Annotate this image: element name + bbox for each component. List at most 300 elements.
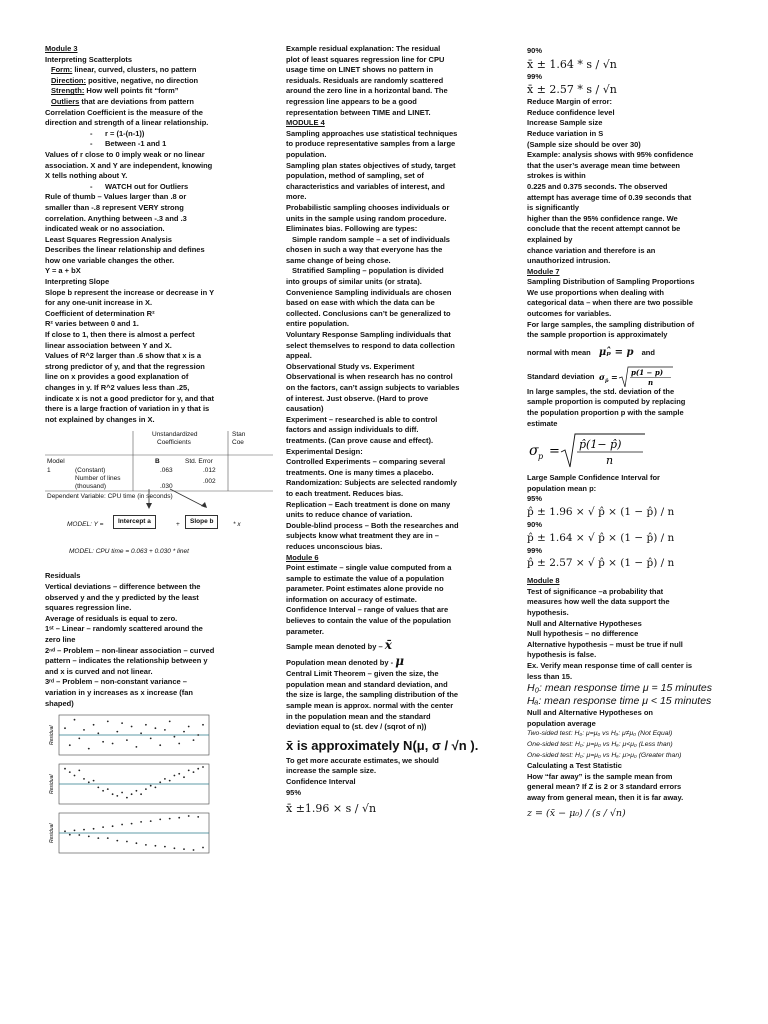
- pattern-2-line-a: 2ⁿᵈ – Problem – non-linear association – curved: [45, 645, 215, 655]
- sampling-line-37: units to reduce chance of variation.: [286, 510, 413, 520]
- strength-term: Strength:: [51, 86, 85, 96]
- residual-point: [112, 743, 114, 745]
- b-header: B: [155, 458, 160, 466]
- residual-point: [155, 727, 157, 729]
- residual-point: [164, 846, 166, 848]
- sampling-line-32: Controlled Experiments – comparing several: [286, 457, 446, 467]
- plot-y-label: Residual: [49, 774, 55, 795]
- residuals-line-3: squares regression line.: [45, 603, 132, 613]
- pattern-3-line-b: variation in y increases as x increase (fan: [45, 687, 193, 697]
- estimate-line-5: Confidence Interval – range of values that are: [286, 605, 449, 615]
- sampling-line-1: Sampling approaches use statistical techniques: [286, 128, 458, 138]
- residual-point: [97, 837, 99, 839]
- margin-heading: Reduce Margin of error:: [527, 97, 613, 107]
- residual-point: [193, 771, 195, 773]
- pop-avg-line-2: population average: [527, 718, 596, 728]
- mean-formula: μₚ̂ = p: [598, 346, 634, 358]
- sampling-line-7: more.: [286, 192, 307, 202]
- residual-point: [88, 748, 90, 750]
- residual-point: [174, 847, 176, 849]
- ci-90-formula: x̄ ± 1.64 * s / √n: [527, 57, 617, 71]
- residual-point: [169, 780, 171, 782]
- residual-point: [140, 793, 142, 795]
- example-line-1: Example residual explanation: The residual: [286, 44, 441, 53]
- model-header: Model: [47, 458, 65, 466]
- residual-point: [188, 770, 190, 772]
- sampling-line-21: select themselves to respond to data collection: [286, 340, 455, 350]
- sampling-line-36: Replication – Each treatment is done on many: [286, 499, 451, 509]
- ci-90-label: 90%: [527, 46, 543, 55]
- slope-box: Slope b: [185, 515, 218, 529]
- constant-label: (Constant): [75, 467, 106, 475]
- sampling-line-29: factors and assign individuals to diff.: [286, 425, 419, 435]
- clt-line-6: deviation equal to (st. dev / (sqrot of n)): [286, 722, 427, 732]
- sampling-line-26: of interest. Just observe. (Hard to prove: [286, 393, 429, 403]
- sampling-line-38: Double-blind process – Both the researches and: [286, 520, 459, 530]
- plus-sign: +: [176, 521, 180, 529]
- std-dev-line: Standard deviation σ p̂ = p(1 − p) n: [527, 365, 727, 387]
- test-stat-line-3: away from general mean, then it is far away.: [527, 792, 684, 802]
- cod-line-4: Values of R^2 larger than .6 show that x is a: [45, 351, 202, 361]
- clt-line-5: in the population mean and the standard: [286, 711, 431, 721]
- sampling-line-10: Eliminates bias. Following are types:: [286, 224, 418, 234]
- sampling-line-24: Observational is when research has no control: [286, 372, 453, 382]
- example-line-2: plot of least squares regression line for CPU: [286, 54, 445, 64]
- sampling-line-40: reduces unconscious bias.: [286, 541, 383, 551]
- sampling-line-31: Experimental Design:: [286, 446, 363, 456]
- coefficients-label-2: Coe: [232, 439, 244, 447]
- normal-mean-line: normal with mean μₚ̂ = p and: [527, 346, 655, 358]
- clt-line-2: population mean and standard deviation, and: [286, 679, 448, 689]
- sig-line-9: less than 15.: [527, 671, 573, 681]
- residual-point: [136, 842, 138, 844]
- svg-text:p̂: p̂: [604, 377, 609, 384]
- residual-point: [155, 845, 157, 847]
- residual-point: [78, 834, 80, 836]
- r-formula: - r = (1-(n-1)): [90, 128, 145, 138]
- residual-point: [64, 768, 66, 770]
- residual-point: [93, 828, 95, 830]
- cpu-model-equation: MODEL: CPU time = 0.063 + 0.030 * linet: [69, 548, 189, 556]
- margin-line-4: (Sample size should be over 30): [527, 139, 641, 149]
- residual-point: [107, 837, 109, 839]
- residual-point: [64, 830, 66, 832]
- sampling-line-8: Probabilistic sampling chooses individuals or: [286, 202, 450, 212]
- module-7-heading: Module 7: [527, 266, 560, 276]
- residual-point: [121, 824, 123, 826]
- residual-point: [83, 729, 85, 731]
- residual-point: [116, 840, 118, 842]
- residual-point: [174, 736, 176, 738]
- residual-point: [202, 766, 204, 768]
- svg-text:p(1 − p): p(1 − p): [630, 367, 663, 377]
- std-error-header: Std. Error: [185, 458, 213, 466]
- residual-point: [202, 847, 204, 849]
- pattern-3-line-a: 3ʳᵈ – Problem – non-constant variance –: [45, 677, 187, 687]
- residual-point: [155, 787, 157, 789]
- residual-point: [126, 841, 128, 843]
- sample-std-dev-formula: [527, 431, 647, 471]
- sig-line-6: Alternative hypothesis – must be true if null: [527, 639, 683, 649]
- example-c3-line-10: chance variation and therefore is an: [527, 245, 656, 255]
- residual-point: [183, 731, 185, 733]
- residual-point: [140, 821, 142, 823]
- sampling-line-15: into groups of similar units (or strata).: [286, 277, 422, 287]
- residual-point: [193, 739, 195, 741]
- prop-line-2: We use proportions when dealing with: [527, 287, 664, 297]
- residual-point: [93, 780, 95, 782]
- residual-point: [183, 776, 185, 778]
- svg-text:p̂(1− p̂): p̂(1− p̂): [579, 438, 622, 452]
- ci-95-label: 95%: [286, 787, 302, 797]
- lsr-line-2: how one variable changes the other.: [45, 255, 175, 265]
- residual-point: [112, 793, 114, 795]
- column-2: [286, 44, 512, 816]
- residual-point: [116, 795, 118, 797]
- sampling-line-35: to each treatment. Reduces bias.: [286, 488, 404, 498]
- residual-point: [64, 727, 66, 729]
- estimate-line-1: Point estimate – single value computed from a: [286, 563, 452, 573]
- residual-point: [140, 732, 142, 734]
- residual-point: [178, 743, 180, 745]
- ci-heading: Confidence Interval: [286, 777, 356, 786]
- residual-point: [188, 815, 190, 817]
- accuracy-line-1: To get more accurate estimates, we should: [286, 755, 439, 765]
- example-c3-line-7: higher than the 95% confidence range. We: [527, 213, 678, 223]
- residual-point: [74, 830, 76, 832]
- row-1-number: 1: [47, 467, 51, 475]
- example-c3-line-6: is significantly: [527, 203, 580, 213]
- sampling-line-16: Convenience Sampling individuals are chosen: [286, 287, 452, 297]
- residual-point: [88, 836, 90, 838]
- residuals-line-4: Average of residuals is equal to zero.: [45, 613, 178, 623]
- margin-line-1: Reduce confidence level: [527, 107, 615, 117]
- residual-point: [102, 790, 104, 792]
- residual-point: [131, 823, 133, 825]
- residual-point: [164, 778, 166, 780]
- between-bullet: - Between -1 and 1: [90, 139, 167, 149]
- sampling-line-19: entire population.: [286, 319, 349, 329]
- sampling-line-33: treatments. One is many times a placebo.: [286, 467, 434, 477]
- sampling-line-20: Voluntary Response Sampling individuals that: [286, 330, 451, 340]
- residual-point: [131, 793, 133, 795]
- pci-95-label: 95%: [527, 494, 543, 504]
- residual-point: [178, 817, 180, 819]
- alt-hypothesis: Hₐ: mean response time μ < 15 minutes: [527, 695, 712, 708]
- rule-line-1: Rule of thumb – Values larger than .8 or: [45, 192, 187, 202]
- residual-point: [107, 721, 109, 723]
- residual-point: [145, 724, 147, 726]
- clt-line-3: the size is large, the sampling distribution of the: [286, 690, 459, 700]
- cod-line-7: changes in y. If R^2 values less than .25,: [45, 383, 190, 392]
- residual-point: [136, 790, 138, 792]
- lines-label-1: Number of lines: [75, 475, 121, 483]
- form-desc: linear, curved, clusters, no pattern: [72, 65, 197, 75]
- residual-point: [102, 826, 104, 828]
- residual-point: [145, 788, 147, 790]
- example-c3-line-1: Example: analysis shows with 95% confidence: [527, 150, 694, 160]
- scatterplot-heading: Interpreting Scatterplots: [45, 54, 133, 64]
- example-line-7: representation between TIME and LINET.: [286, 107, 431, 117]
- example-c3-line-2: that the user’s average mean time between: [527, 160, 680, 170]
- residual-point: [121, 792, 123, 794]
- lsci-heading-1: Large Sample Confidence Interval for: [527, 473, 660, 483]
- sampling-line-11: Simple random sample – a set of individuals: [292, 234, 450, 244]
- rule-line-4: indicated weak or no association.: [45, 224, 165, 234]
- pci-95-formula: p̂ ± 1.96 × √ p̂ × (1 − p̂) / n: [527, 506, 675, 518]
- pattern-1-line-b: zero line: [45, 634, 76, 644]
- sampling-line-22: appeal.: [286, 351, 312, 361]
- estimate-line-3: parameter. Point estimates alone provide no: [286, 584, 444, 594]
- prop-line-4: outcomes for variables.: [527, 309, 612, 319]
- outliers-term: Outliers: [51, 96, 80, 106]
- residual-point: [131, 726, 133, 728]
- large-sample-line-1: In large samples, the std. deviation of the: [527, 386, 675, 396]
- residuals-line-2: observed y and the y predicted by the least: [45, 592, 199, 602]
- module-8-heading: Module 8: [527, 576, 560, 586]
- residuals-line-1: Vertical deviations – difference between the: [45, 581, 201, 591]
- example-c3-line-8: conclude that the recent attempt cannot be: [527, 224, 681, 234]
- intercept-box: Intercept a: [113, 515, 156, 529]
- sig-line-8: Ex. Verify mean response time of call center is: [527, 660, 693, 670]
- values-line-1: Values of r close to 0 imply weak or no linear: [45, 149, 205, 159]
- example-c3-line-4: 0.225 and 0.375 seconds. The observed: [527, 181, 668, 191]
- example-c3-line-11: unauthorized intrusion.: [527, 256, 611, 266]
- clt-formula: x̄ is approximately N(μ, σ / √n ).: [286, 737, 479, 753]
- sampling-line-34: Randomization: Subjects are selected randomly: [286, 478, 457, 488]
- sampling-line-39: subjects know what treatment they are in –: [286, 531, 439, 541]
- sampling-line-3: population.: [286, 149, 327, 159]
- svg-text:=: =: [610, 371, 618, 382]
- cod-line-8: indicate x is not a good predictor for y, and that: [45, 393, 215, 403]
- cod-line-5: strong predictor of y, and that the regression: [45, 361, 205, 371]
- sampling-line-18: collected. Conclusions can’t be generalized to: [286, 308, 451, 318]
- constant-se: .012: [203, 467, 216, 475]
- regression-equation: Y = a + bX: [45, 266, 81, 276]
- rule-line-2: smaller than -.8 represent VERY strong: [45, 202, 184, 212]
- svg-text:σ: σ: [598, 371, 605, 382]
- residual-point: [74, 719, 76, 721]
- residual-plot-curved: [45, 761, 213, 807]
- watch-bullet: - WATCH out for Outliers: [90, 181, 189, 191]
- residual-plot-fan: [45, 810, 213, 856]
- example-c3-line-5: attempt has average time of 0.39 seconds that: [527, 192, 692, 202]
- lines-label-2: (thousand): [75, 483, 107, 491]
- residual-point: [78, 738, 80, 740]
- std-dev-formula: [597, 365, 675, 387]
- column-3: [527, 46, 727, 821]
- residual-point: [197, 734, 199, 736]
- svg-text:n: n: [606, 454, 614, 468]
- cod-line-10: not explained by changes in X.: [45, 414, 155, 424]
- sampling-line-14: Stratified Sampling – population is divided: [292, 266, 444, 276]
- sampling-line-12: chosen in such a way that everyone has the: [286, 245, 443, 255]
- test-stat-line-1: How “far away” is the sample mean from: [527, 771, 673, 781]
- rule-line-3: correlation. Anything between -.3 and .3: [45, 213, 187, 223]
- prop-line-3: categorical data – when there are two possible: [527, 298, 693, 308]
- accuracy-line-2: increase the sample size.: [286, 766, 377, 776]
- lines-se: .002: [203, 478, 216, 486]
- unstandardized-label: Unstandardized: [152, 431, 198, 439]
- model-label: MODEL: Y =: [67, 521, 104, 529]
- residual-point: [183, 848, 185, 850]
- large-sample-line-2: sample proportion is computed by replacing: [527, 397, 686, 407]
- residual-point: [102, 741, 104, 743]
- cod-heading: Coefficient of determination R²: [45, 308, 155, 318]
- clt-line-1: Central Limit Theorem – given the size, the: [286, 669, 439, 679]
- residual-point: [78, 770, 80, 772]
- example-c3-line-3: strokes is within: [527, 171, 586, 181]
- pci-90-label: 90%: [527, 520, 543, 529]
- pci-90-formula: p̂ ± 1.64 × √ p̂ × (1 − p̂) / n: [527, 531, 675, 544]
- svg-text:n: n: [647, 377, 653, 387]
- test-stat-heading: Calculating a Test Statistic: [527, 761, 622, 771]
- residual-point: [97, 787, 99, 789]
- ci-95-formula: x̄ ±1.96 × s / √n: [286, 802, 377, 816]
- mu-symbol: μ: [395, 654, 404, 669]
- residual-point: [88, 781, 90, 783]
- cod-line-2: If close to 1, then there is almost a perfect: [45, 330, 195, 340]
- direction-term: Direction:: [51, 75, 87, 85]
- lines-b: .030: [160, 483, 173, 491]
- residual-point: [83, 829, 85, 831]
- pci-99-label: 99%: [527, 545, 543, 555]
- dependent-variable-note: Dependent Variable: CPU time (in seconds): [47, 493, 173, 501]
- z-formula: z = (x̄ − μ₀) / (s / √n): [527, 808, 626, 820]
- slope-heading: Interpreting Slope: [45, 277, 110, 287]
- lsci-heading-2: population mean p:: [527, 483, 597, 493]
- prop-line-6: the sample proportion is approximately: [527, 330, 668, 340]
- cod-line-9: there is a large fraction of variation in y that is: [45, 404, 210, 414]
- residual-point: [159, 744, 161, 746]
- sampling-line-9: units in the sample using random procedure.: [286, 213, 447, 223]
- values-line-2: association. X and Y are independent, knowing: [45, 160, 213, 170]
- pattern-2-line-c: and x is curved and not linear.: [45, 666, 153, 676]
- residual-point: [174, 775, 176, 777]
- residuals-heading: Residuals: [45, 571, 81, 581]
- large-sample-line-3: the population proportion p with the sample: [527, 408, 684, 418]
- svg-text:=: =: [549, 444, 560, 460]
- constant-b: .063: [160, 467, 173, 475]
- module-4-heading: MODULE 4: [286, 118, 325, 128]
- example-line-5: around the zero line in a horizontal band. The: [286, 86, 448, 96]
- ci-99-formula: x̄ ± 2.57 * s / √n: [527, 83, 617, 97]
- residual-point: [97, 732, 99, 734]
- sig-line-2: measures how well the data support the: [527, 597, 670, 607]
- estimate-line-7: parameter.: [286, 626, 324, 636]
- sampling-line-13: same change of being chose.: [286, 255, 391, 265]
- null-hypothesis: H₀: mean response time μ = 15 minutes: [527, 682, 712, 695]
- example-line-4: residuals. Residuals are randomly scattered: [286, 75, 444, 85]
- corr-line-1: Correlation Coefficient is the measure of the: [45, 107, 203, 117]
- pattern-2-line-b: pattern – indicates the relationship between y: [45, 656, 208, 666]
- residual-point: [150, 738, 152, 740]
- sampling-line-2: to produce representative samples from a large: [286, 139, 456, 149]
- residual-point: [150, 785, 152, 787]
- residual-point: [83, 778, 85, 780]
- population-mean-line: Population mean denoted by - μ: [286, 654, 404, 669]
- residual-point: [202, 724, 204, 726]
- module-3-heading: Module 3: [45, 44, 78, 53]
- slope-line-1: Slope b represent the increase or decrease in Y: [45, 287, 215, 297]
- svg-text:p: p: [538, 452, 544, 462]
- residual-point: [107, 788, 109, 790]
- sampling-line-30: treatments. (Can prove cause and effect).: [286, 435, 434, 445]
- xbar-symbol: x̄: [384, 638, 392, 653]
- column-1: [45, 44, 273, 857]
- plot-y-label: Residual: [49, 725, 55, 746]
- prop-line-1: Sampling Distribution of Sampling Proportions: [527, 277, 695, 287]
- sample-mean-line: Sample mean denoted by – x̄: [286, 638, 392, 653]
- residual-point: [178, 773, 180, 775]
- regression-output-figure: [45, 431, 273, 571]
- test-stat-line-2: general mean? If Z is 2 or 3 standard errors: [527, 782, 682, 792]
- residual-point: [69, 834, 71, 836]
- residual-point: [69, 771, 71, 773]
- sampling-line-4: Sampling plan states objectives of study, target: [286, 160, 456, 170]
- sampling-line-5: population, method of sampling, set of: [286, 171, 424, 181]
- outliers-desc: that are deviations from pattern: [79, 96, 194, 106]
- estimate-line-4: information on accuracy of estimate.: [286, 594, 417, 604]
- estimate-line-6: believes to contain the value of the population: [286, 616, 452, 626]
- sampling-line-25: on the factors, can’t assign subjects to variables: [286, 383, 460, 392]
- residual-point: [136, 746, 138, 748]
- sig-line-4: Null and Alternative Hypotheses: [527, 618, 642, 628]
- ci-99-label: 99%: [527, 71, 543, 81]
- example-c3-line-9: explained by: [527, 234, 573, 244]
- example-line-6: regression line appears to be a good: [286, 96, 417, 106]
- residual-point: [188, 726, 190, 728]
- lsr-line-1: Describes the linear relationship and defines: [45, 245, 205, 255]
- sampling-line-23: Observational Study vs. Experiment: [286, 361, 415, 371]
- strength-desc: How well points fit “form”: [84, 86, 179, 96]
- pattern-3-line-c: shaped): [45, 698, 74, 708]
- values-line-3: X tells nothing about Y.: [45, 171, 128, 181]
- residual-point: [112, 825, 114, 827]
- residual-point: [126, 739, 128, 741]
- sampling-line-28: Experiment – researched is able to control: [286, 414, 438, 424]
- residual-point: [93, 724, 95, 726]
- form-term: Form:: [51, 65, 73, 75]
- sig-line-7: hypothesis is false.: [527, 650, 597, 660]
- large-sample-line-4: estimate: [527, 418, 558, 428]
- residual-point: [126, 797, 128, 799]
- residual-point: [150, 820, 152, 822]
- sampling-line-17: based on ease with which the data can be: [286, 298, 435, 308]
- example-line-3: usage time on LINET shows no pattern in: [286, 65, 434, 75]
- residual-point: [74, 775, 76, 777]
- residual-point: [159, 819, 161, 821]
- sampling-line-6: characteristics and variables of interest, and: [286, 181, 445, 191]
- slope-line-2: for any one-unit increase in X.: [45, 298, 153, 308]
- module-6-heading: Module 6: [286, 552, 319, 562]
- margin-line-3: Reduce variation in S: [527, 128, 604, 138]
- residual-point: [159, 781, 161, 783]
- residual-point: [145, 844, 147, 846]
- sampling-line-27: causation): [286, 404, 324, 414]
- svg-text:σ: σ: [529, 443, 539, 460]
- estimate-line-2: sample to estimate the value of a population: [286, 573, 444, 583]
- standardized-label: Stan: [232, 431, 246, 439]
- plot-y-label: Residual: [49, 823, 55, 844]
- pci-99-formula: p̂ ± 2.57 × √ p̂ × (1 − p̂) / n: [527, 557, 675, 570]
- residual-point: [193, 849, 195, 851]
- sig-line-5: Null hypothesis – no difference: [527, 629, 639, 639]
- two-sided-test: Two-sided test: H₀: μ=μ₀ vs Hₐ: μ≠μ₀ (Not Equal): [527, 730, 673, 738]
- pattern-1-line-a: 1ˢᵗ – Linear – randomly scattered around the: [45, 624, 203, 634]
- prop-line-5: For large samples, the sampling distribution of: [527, 319, 695, 329]
- times-x: * x: [233, 521, 241, 529]
